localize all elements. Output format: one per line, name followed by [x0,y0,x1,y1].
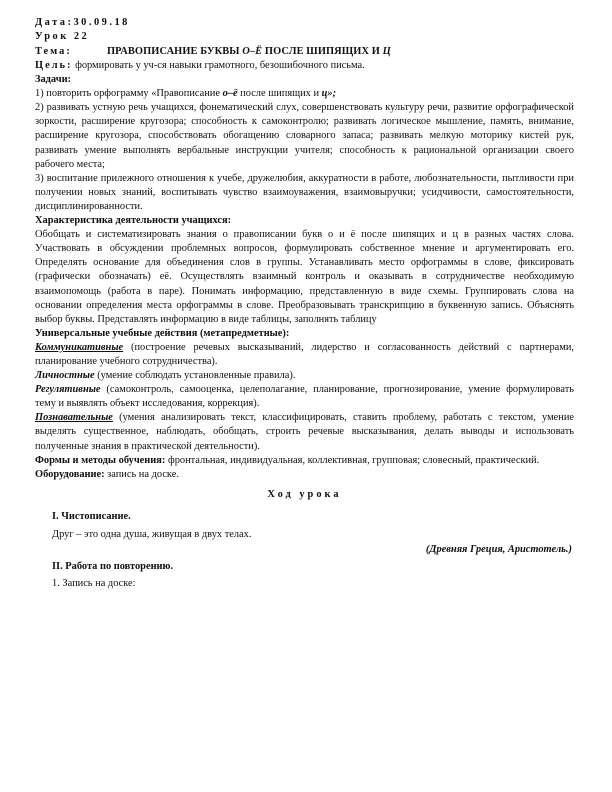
theme-label: Тема: [35,46,72,57]
uud-cognitive-label: Познавательные [35,412,113,424]
forms-methods [35,454,574,468]
uud-heading: Универсальные учебные действия (метапредметные): [35,327,290,339]
forms-label: Формы и методы обучения: [35,454,166,466]
uud-cognitive [35,411,574,453]
theme-part: ПРАВОПИСАНИЕ БУКВЫ [107,46,243,57]
forms-text: фронтальная, индивидуальная, коллективная, групповая; словесный, практический. [165,454,540,466]
course-title: Ход урока [267,488,342,500]
equipment [35,468,574,482]
uud-regulative-text: (самоконтроль, самооценка, целеполагание, планирование, прогнозирование, умение формулировать тему и выявлять объект исследования, коррекция). [35,384,574,410]
uud-communicative [35,341,574,369]
uud-regulative [35,383,574,411]
lesson-theme [35,44,574,59]
tasks-heading: Задачи: [35,74,72,86]
task-1-text: 1) повторить орфограмму «Правописание [35,88,223,100]
section-1-author: (Древняя Греция, Аристотель.) [425,544,572,555]
theme-letters-o-yo: О–Ё [242,46,263,57]
goal-text: формировать у уч-ся навыки грамотного, безошибочного письма. [72,60,365,71]
task-1 [35,87,574,101]
uud-personal-text: (умение соблюдать установленные правила). [94,370,296,382]
section-2-item: 1. Запись на доске: [52,578,136,590]
uud-regulative-label: Регулятивные [35,384,101,396]
equipment-label: Оборудование: [35,468,105,480]
goal-paragraph [35,59,574,73]
lesson-date: Дата:30.09.18 [35,17,130,28]
document-page [35,16,574,591]
goal-label: Цель: [35,60,73,71]
uud-personal-label: Личностные [35,370,95,382]
uud-communicative-label: Коммуникативные [35,341,124,353]
task-2: 2) развивать устную речь учащихся, фонематический слух, совершенствовать культуру речи, развитие орфографической зоркости, расширение кругозора; способность к самоконтролю; развивать логическое мышление, память, внимание, расширение кругозора, способствовать обогащению словарного запаса; развивать мелкую моторику кистей рук, развивать умение выполнять вербальные инструкции учителя; способность к рациональной организации своего рабочего места; [35,102,574,170]
lesson-number: Урок 22 [35,31,90,42]
task-1-letter: ц»; [321,88,337,100]
theme-text [107,44,391,59]
equipment-text: запись на доске. [104,468,179,480]
theme-letter-ts: Ц [382,46,391,57]
task-1-letters: о–ё [222,88,238,100]
activity-heading: Характеристика деятельности учащихся: [35,215,232,227]
section-1-title: I. Чистописание. [52,510,131,522]
task-3: 3) воспитание прилежного отношения к учебе, дружелюбия, аккуратности в работе, любознательности, пытливости при получении новых знаний, воспитывать чувство взаимоуважения, взаимовыручки; усидчивости, самостоятельности, дисциплинированности. [35,172,574,212]
section-1-quote: Друг – это одна душа, живущая в двух телах. [52,529,252,540]
section-2-title: II. Работа по повторению. [52,561,174,573]
uud-communicative-text: (построение речевых высказываний, лидерство и согласованность действий с партнерами, планирование учебного сотрудничества). [35,341,574,367]
uud-cognitive-text: (умения анализировать текст, классифицировать, ставить проблему, работать с текстом, умение выделять существенное, наблюдать, обобщать, строить речевые высказывания, делать выводы и использовать полученные знания в практической деятельности). [35,412,574,452]
activity-text: Обобщать и систематизировать знания о правописании букв о и ё после шипящих и ц в разных частях слова. Участвовать в обсуждении проблемных вопросов, формулировать собственное мнение и аргументировать его. Определять основание для объединения слов в группы. Устанавливать место орфограммы в слове, фиксировать (графически обозначать) её. Осуществлять взаимный контроль и оказывать в сотрудничестве необходимую взаимопомощь (работа в паре). Понимать информацию, представленную в виде схемы. Группировать слова на основании определения места орфограммы в слове. Преобразовывать транскрипцию в буквенную запись. Объяснять выбор буквы. Представлять информацию в виде таблицы, заполнять таблицу [35,229,574,325]
theme-part: ПОСЛЕ ШИПЯЩИХ И [262,46,383,57]
task-1-text: после шипящих и [237,88,322,100]
uud-personal [35,369,574,383]
